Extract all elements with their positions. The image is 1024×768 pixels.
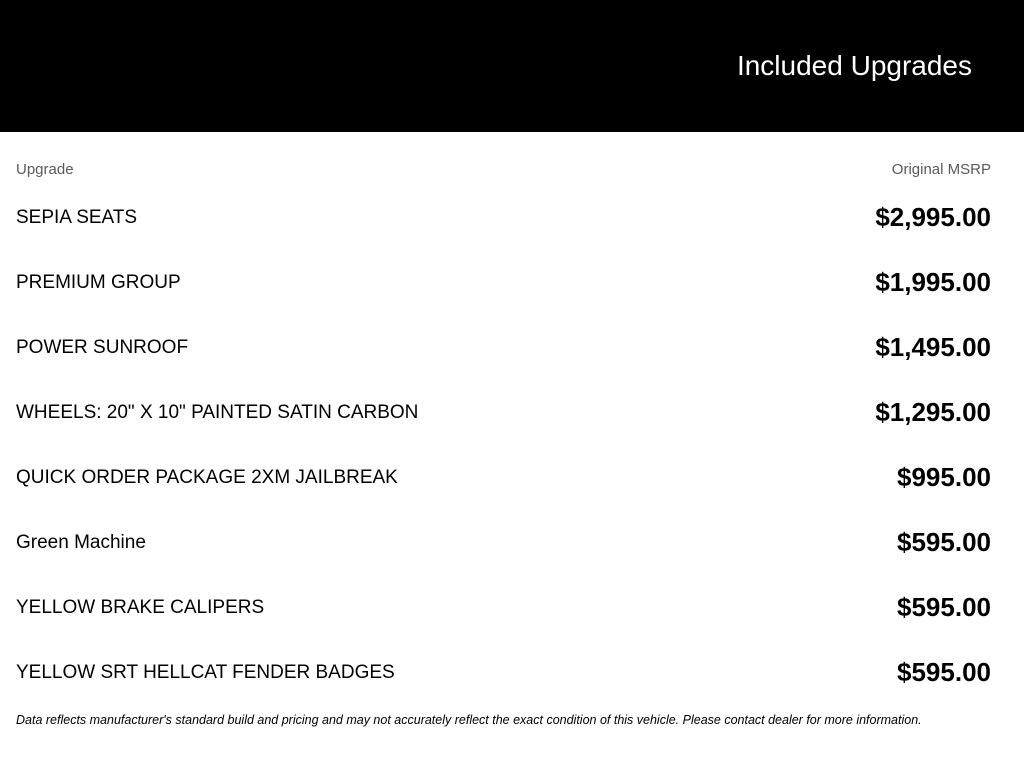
upgrade-price: $595.00: [897, 657, 991, 687]
upgrade-name: PREMIUM GROUP: [16, 272, 181, 293]
upgrade-name: WHEELS: 20" X 10" PAINTED SATIN CARBON: [16, 402, 419, 423]
upgrade-price: $595.00: [897, 592, 991, 622]
upgrade-row: [16, 649, 991, 714]
upgrade-row: [16, 259, 991, 324]
column-header-msrp: Original MSRP: [891, 161, 991, 178]
page-title: Included Upgrades: [736, 50, 972, 81]
upgrade-row: [16, 324, 991, 389]
upgrade-name: Green Machine: [16, 532, 146, 553]
upgrade-name: POWER SUNROOF: [16, 337, 189, 358]
upgrade-price: $995.00: [897, 462, 991, 492]
disclaimer-text: Data reflects manufacturer's standard build and pricing and may not accurately reflect the exact condition of this vehicle. Please contact dealer for more information.: [16, 713, 922, 727]
upgrades-list: [16, 194, 991, 714]
column-headers: [16, 160, 991, 180]
upgrade-price: $2,995.00: [875, 202, 991, 232]
upgrade-row: [16, 519, 991, 584]
upgrade-price: $1,995.00: [875, 267, 991, 297]
upgrade-row: [16, 454, 991, 519]
upgrade-price: $1,495.00: [875, 332, 991, 362]
upgrade-name: YELLOW BRAKE CALIPERS: [16, 597, 265, 618]
header-bar: [0, 0, 1024, 132]
upgrade-row: [16, 389, 991, 454]
upgrade-name: YELLOW SRT HELLCAT FENDER BADGES: [16, 662, 395, 683]
upgrade-name: QUICK ORDER PACKAGE 2XM JAILBREAK: [16, 467, 398, 488]
upgrade-price: $595.00: [897, 527, 991, 557]
upgrade-name: SEPIA SEATS: [16, 207, 138, 228]
upgrade-row: [16, 584, 991, 649]
upgrade-price: $1,295.00: [875, 397, 991, 427]
column-header-upgrade: Upgrade: [16, 161, 74, 178]
upgrade-row: [16, 194, 991, 259]
